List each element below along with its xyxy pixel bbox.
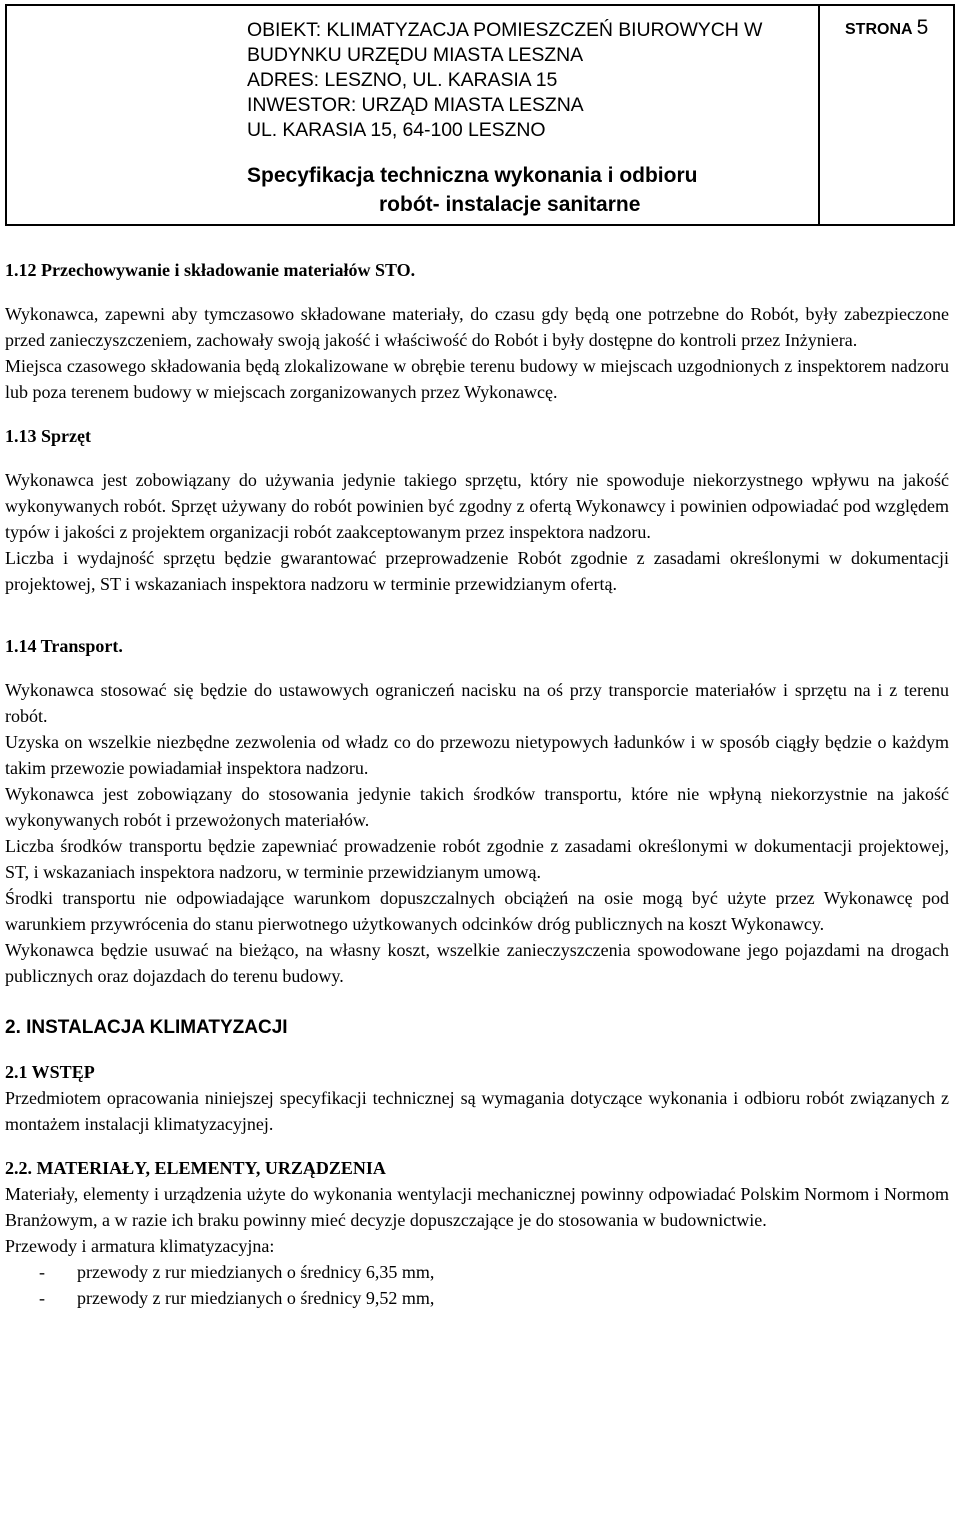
section-2-2-title: 2.2. MATERIAŁY, ELEMENTY, URZĄDZENIA bbox=[5, 1158, 386, 1178]
list-item bbox=[5, 1285, 949, 1311]
project-object-line-2: BUDYNKU URZĘDU MIASTA LESZNA bbox=[247, 44, 583, 66]
list-bullet: - bbox=[39, 1288, 45, 1308]
section-1-14-paragraph-6: Wykonawca będzie usuwać na bieżąco, na własny koszt, wszelkie zanieczyszczenia spowodowane jego pojazdami na drogach publicznych oraz dojazdach do terenu budowy. bbox=[5, 940, 949, 986]
spec-title-line-2: robót- instalacje sanitarne bbox=[379, 193, 641, 216]
page-number: 5 bbox=[916, 16, 929, 39]
section-1-14-title: 1.14 Transport. bbox=[5, 636, 123, 656]
page-indicator bbox=[845, 16, 928, 40]
header-page-cell bbox=[820, 6, 953, 224]
section-1-12-paragraph-1: Wykonawca, zapewni aby tymczasowo składowane materiały, do czasu gdy będą one potrzebne do Robót, były zabezpieczone przed zanieczyszczeniem, zachowały swoją jakość i właściwość do Robót i były dostępne do kontroli przez Inżyniera. bbox=[5, 304, 949, 350]
list-bullet: - bbox=[39, 1262, 45, 1282]
list-item-text: przewody z rur miedzianych o średnicy 9,52 mm, bbox=[77, 1288, 435, 1308]
spec-title-line-1: Specyfikacja techniczna wykonania i odbioru bbox=[247, 164, 698, 187]
section-1-14-paragraph-1: Wykonawca stosować się będzie do ustawowych ograniczeń nacisku na oś przy transporcie materiałów i sprzętu na i z terenu robót. bbox=[5, 680, 949, 726]
investor-address: UL. KARASIA 15, 64-100 LESZNO bbox=[247, 119, 546, 141]
section-1-14-paragraph-2: Uzyska on wszelkie niezbędne zezwolenia od władz co do przewozu nietypowych ładunków i w sposób ciągły będzie o każdym takim przewozie powiadamiał inspektora nadzoru. bbox=[5, 732, 949, 778]
section-2-2-paragraph-2: Przewody i armatura klimatyzacyjna: bbox=[5, 1236, 275, 1256]
section-1-13-paragraph-1: Wykonawca jest zobowiązany do używania jedynie takiego sprzętu, który nie spowoduje niekorzystnego wpływu na jakość wykonywanych robót. Sprzęt używany do robót powinien być zgodny z ofertą Wykonawcy i powinien odpowiadać pod względem typów i jakości z projektem organizacji robót zaakceptowanym przez inspektora nadzoru. bbox=[5, 470, 949, 542]
section-2-2-paragraph-1: Materiały, elementy i urządzenia użyte do wykonania wentylacji mechanicznej powinny odpowiadać Polskim Normom i Normom Branżowym, a w razie ich braku powinny mieć decyzje dopuszczające je do stosowania w budownictwie. bbox=[5, 1184, 949, 1230]
section-1-13-paragraph-2: Liczba i wydajność sprzętu będzie gwarantować przeprowadzenie Robót zgodnie z zasadami określonymi w dokumentacji projektowej, ST i wskazaniach inspektora nadzoru w terminie przewidzianym ofertą. bbox=[5, 548, 949, 594]
section-1-12-title: 1.12 Przechowywanie i składowanie materiałów STO. bbox=[5, 260, 416, 280]
section-1-12-paragraph-2: Miejsca czasowego składowania będą zlokalizowane w obrębie terenu budowy w miejscach uzgodnionych z inspektorem nadzoru lub poza terenem budowy w miejscach zorganizowanych przez Wykonawcę. bbox=[5, 356, 949, 402]
page-label: STRONA bbox=[845, 21, 913, 38]
section-1-14-paragraph-4: Liczba środków transportu będzie zapewniać prowadzenie robót zgodnie z zasadami określonymi w dokumentacji projektowej, ST, i wskazaniach inspektora nadzoru, w terminie przewidzianym umową. bbox=[5, 836, 949, 882]
header-info-cell bbox=[7, 6, 820, 224]
document-body bbox=[5, 257, 949, 1311]
project-object-line-1: OBIEKT: KLIMATYZACJA POMIESZCZEŃ BIUROWYCH W bbox=[247, 19, 763, 41]
section-1-13-title: 1.13 Sprzęt bbox=[5, 426, 91, 446]
section-1-14-paragraph-3: Wykonawca jest zobowiązany do stosowania jedynie takich środków transportu, które nie wpłyną niekorzystnie na jakość wykonywanych robót i przewożonych materiałów. bbox=[5, 784, 949, 830]
project-address: ADRES: LESZNO, UL. KARASIA 15 bbox=[247, 69, 558, 91]
page-header bbox=[5, 4, 955, 226]
list-item-text: przewody z rur miedzianych o średnicy 6,35 mm, bbox=[77, 1262, 435, 1282]
spec-title bbox=[247, 161, 817, 219]
section-2-title: 2. INSTALACJA KLIMATYZACJI bbox=[5, 1017, 288, 1038]
project-investor: INWESTOR: URZĄD MIASTA LESZNA bbox=[247, 94, 584, 116]
list-item bbox=[5, 1259, 949, 1285]
section-1-14-paragraph-5: Środki transportu nie odpowiadające warunkom dopuszczalnych obciążeń na osie mogą być użyte przez Wykonawcę pod warunkiem przywrócenia do stanu pierwotnego użytkowanych odcinków dróg publicznych na koszt Wykonawcy. bbox=[5, 888, 949, 934]
project-info bbox=[247, 18, 762, 143]
section-2-1-title: 2.1 WSTĘP bbox=[5, 1062, 95, 1082]
section-2-1-paragraph: Przedmiotem opracowania niniejszej specyfikacji technicznej są wymagania dotyczące wykonania i odbioru robót związanych z montażem instalacji klimatyzacyjnej. bbox=[5, 1088, 949, 1134]
